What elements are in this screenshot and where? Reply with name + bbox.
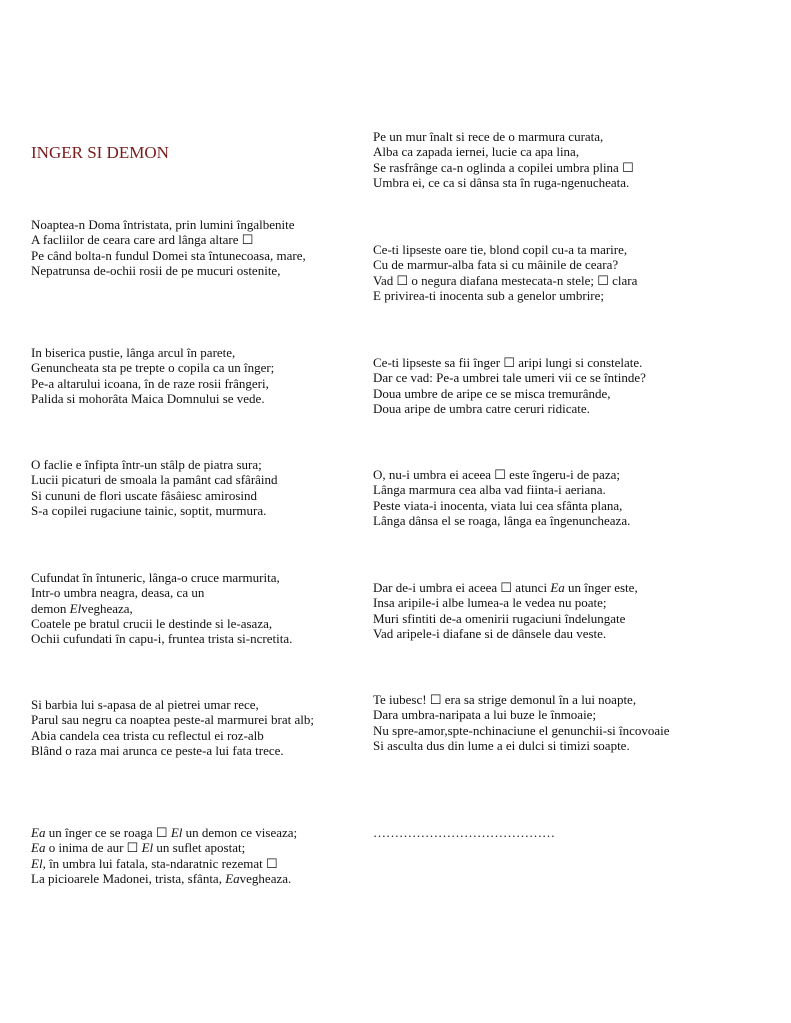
verse-line: Doua umbre de aripe ce se misca tremurânde, <box>373 385 611 401</box>
verse-line: Si barbia lui s-apasa de al pietrei umar rece, <box>31 697 259 712</box>
verse-line: Blând o raza mai arunca ce peste-a lui fata trece. <box>31 742 284 758</box>
stanza <box>373 467 673 528</box>
verse-line: Doua aripe de umbra catre ceruri ridicate. <box>373 400 590 416</box>
stanza <box>31 697 331 758</box>
stanza <box>31 825 331 886</box>
verse-line: Cu de marmur-alba fata si cu mâinile de ceara? <box>373 257 619 273</box>
verse-line: Genuncheata sta pe trepte o copila ca un înger; <box>31 360 275 376</box>
verse-line: Insa aripile-i albe lumea-a le vedea nu poate; <box>373 595 607 611</box>
verse-line: Palida si mohorâta Maica Domnului se vede. <box>31 390 265 406</box>
verse-line: Peste viata-i inocenta, viata lui cea sfânta plana, <box>373 497 623 513</box>
verse-line: O, nu-i umbra ei aceea ☐ este îngeru-i de paza; <box>373 467 620 482</box>
verse-line: Noaptea-n Doma întristata, prin lumini îngalbenite <box>31 217 295 232</box>
verse-line: Si cununi de flori uscate fâsâiesc amirosind <box>31 487 257 503</box>
stanza <box>373 355 673 416</box>
verse-line: Ce-ti lipseste sa fii înger ☐ aripi lungi si constelate. <box>373 355 643 370</box>
verse-line: Nepatrunsa de-ochii rosii de pe mucuri ostenite, <box>31 262 281 278</box>
verse-line: In biserica pustie, lânga arcul în parete, <box>31 345 236 360</box>
verse-line: Vad aripele-i diafane si de dânsele dau veste. <box>373 625 607 641</box>
verse-line: Umbra ei, ce ca si dânsa sta în ruga-ngenucheata. <box>373 174 630 190</box>
verse-line: El, în umbra lui fatala, sta-ndaratnic rezemat ☐ <box>31 855 278 871</box>
verse-line: Alba ca zapada iernei, lucie ca apa lina, <box>373 144 580 160</box>
verse-line: S-a copilei rugaciune tainic, soptit, murmura. <box>31 502 267 518</box>
verse-line: Dar ce vad: Pe-a umbrei tale umeri vii ce se întinde? <box>373 370 646 386</box>
verse-line: Pe un mur înalt si rece de o marmura curata, <box>373 129 604 144</box>
verse-line: Ochii cufundati în capu-i, fruntea trista si-ncretita. <box>31 631 293 647</box>
stanza <box>373 242 673 303</box>
poem-title: INGER SI DEMON <box>31 143 169 162</box>
verse-line: Te iubesc! ☐ era sa strige demonul în a lui noapte, <box>373 692 637 707</box>
verse-line: A facliilor de ceara care ard lânga altare ☐ <box>31 232 254 248</box>
verse-line: Pe-a altarului icoana, în de raze rosii frângeri, <box>31 375 269 391</box>
verse-line: Parul sau negru ca noaptea peste-al marmurei brat alb; <box>31 712 314 728</box>
verse-line: Pe când bolta-n fundul Domei sta întunecoasa, mare, <box>31 247 306 263</box>
verse-line: demon Elvegheaza, <box>31 600 133 616</box>
verse-line: Dar de-i umbra ei aceea ☐ atunci Ea un înger este, <box>373 580 638 595</box>
verse-line: Ce-ti lipseste oare tie, blond copil cu-a ta marire, <box>373 242 628 257</box>
stanza <box>31 345 331 406</box>
verse-line: Coatele pe bratul crucii le destinde si le-asaza, <box>31 615 273 631</box>
verse-line: Lânga dânsa el se roaga, lânga ea îngenuncheaza. <box>373 512 631 528</box>
verse-line: Vad ☐ o negura diafana mestecata-n stele; ☐ clara <box>373 272 638 288</box>
verse-line: Lucii picaturi de smoala la pamânt cad sfârâind <box>31 472 278 488</box>
verse-line: La picioarele Madonei, trista, sfânta, Eavegheaza. <box>31 870 292 886</box>
stanza <box>31 217 331 278</box>
stanza <box>373 580 673 641</box>
verse-line: Ea o inima de aur ☐ El un suflet apostat; <box>31 840 246 856</box>
verse-line: Se rasfrânge ca-n oglinda a copilei umbra plina ☐ <box>373 159 634 175</box>
verse-line: Nu spre-amor,spte-nchinaciune el genunchii-si încovoaie <box>373 722 670 738</box>
verse-line: Si asculta dus din lume a ei dulci si timizi soapte. <box>373 737 630 753</box>
verse-line: O faclie e înfipta într-un stâlp de piatra sura; <box>31 457 262 472</box>
stanza <box>31 457 331 518</box>
stanza <box>31 570 331 646</box>
stanza <box>373 129 673 190</box>
verse-line: E privirea-ti inocenta sub a genelor umbrire; <box>373 287 605 303</box>
verse-line: Abia candela cea trista cu reflectul ei roz-alb <box>31 727 264 743</box>
verse-line: …………………………………… <box>373 825 555 840</box>
verse-line: Muri sfintiti de-a omenirii rugaciuni îndelungate <box>373 610 626 626</box>
ellipsis-line <box>373 825 673 840</box>
verse-line: Intr-o umbra neagra, deasa, ca un <box>31 585 205 601</box>
verse-line: Lânga marmura cea alba vad fiinta-i aeriana. <box>373 482 606 498</box>
stanza <box>373 692 673 753</box>
verse-line: Dara umbra-naripata a lui buze le înmoaie; <box>373 707 597 723</box>
verse-line: Ea un înger ce se roaga ☐ El un demon ce viseaza; <box>31 825 298 840</box>
verse-line: Cufundat în întuneric, lânga-o cruce marmurita, <box>31 570 280 585</box>
